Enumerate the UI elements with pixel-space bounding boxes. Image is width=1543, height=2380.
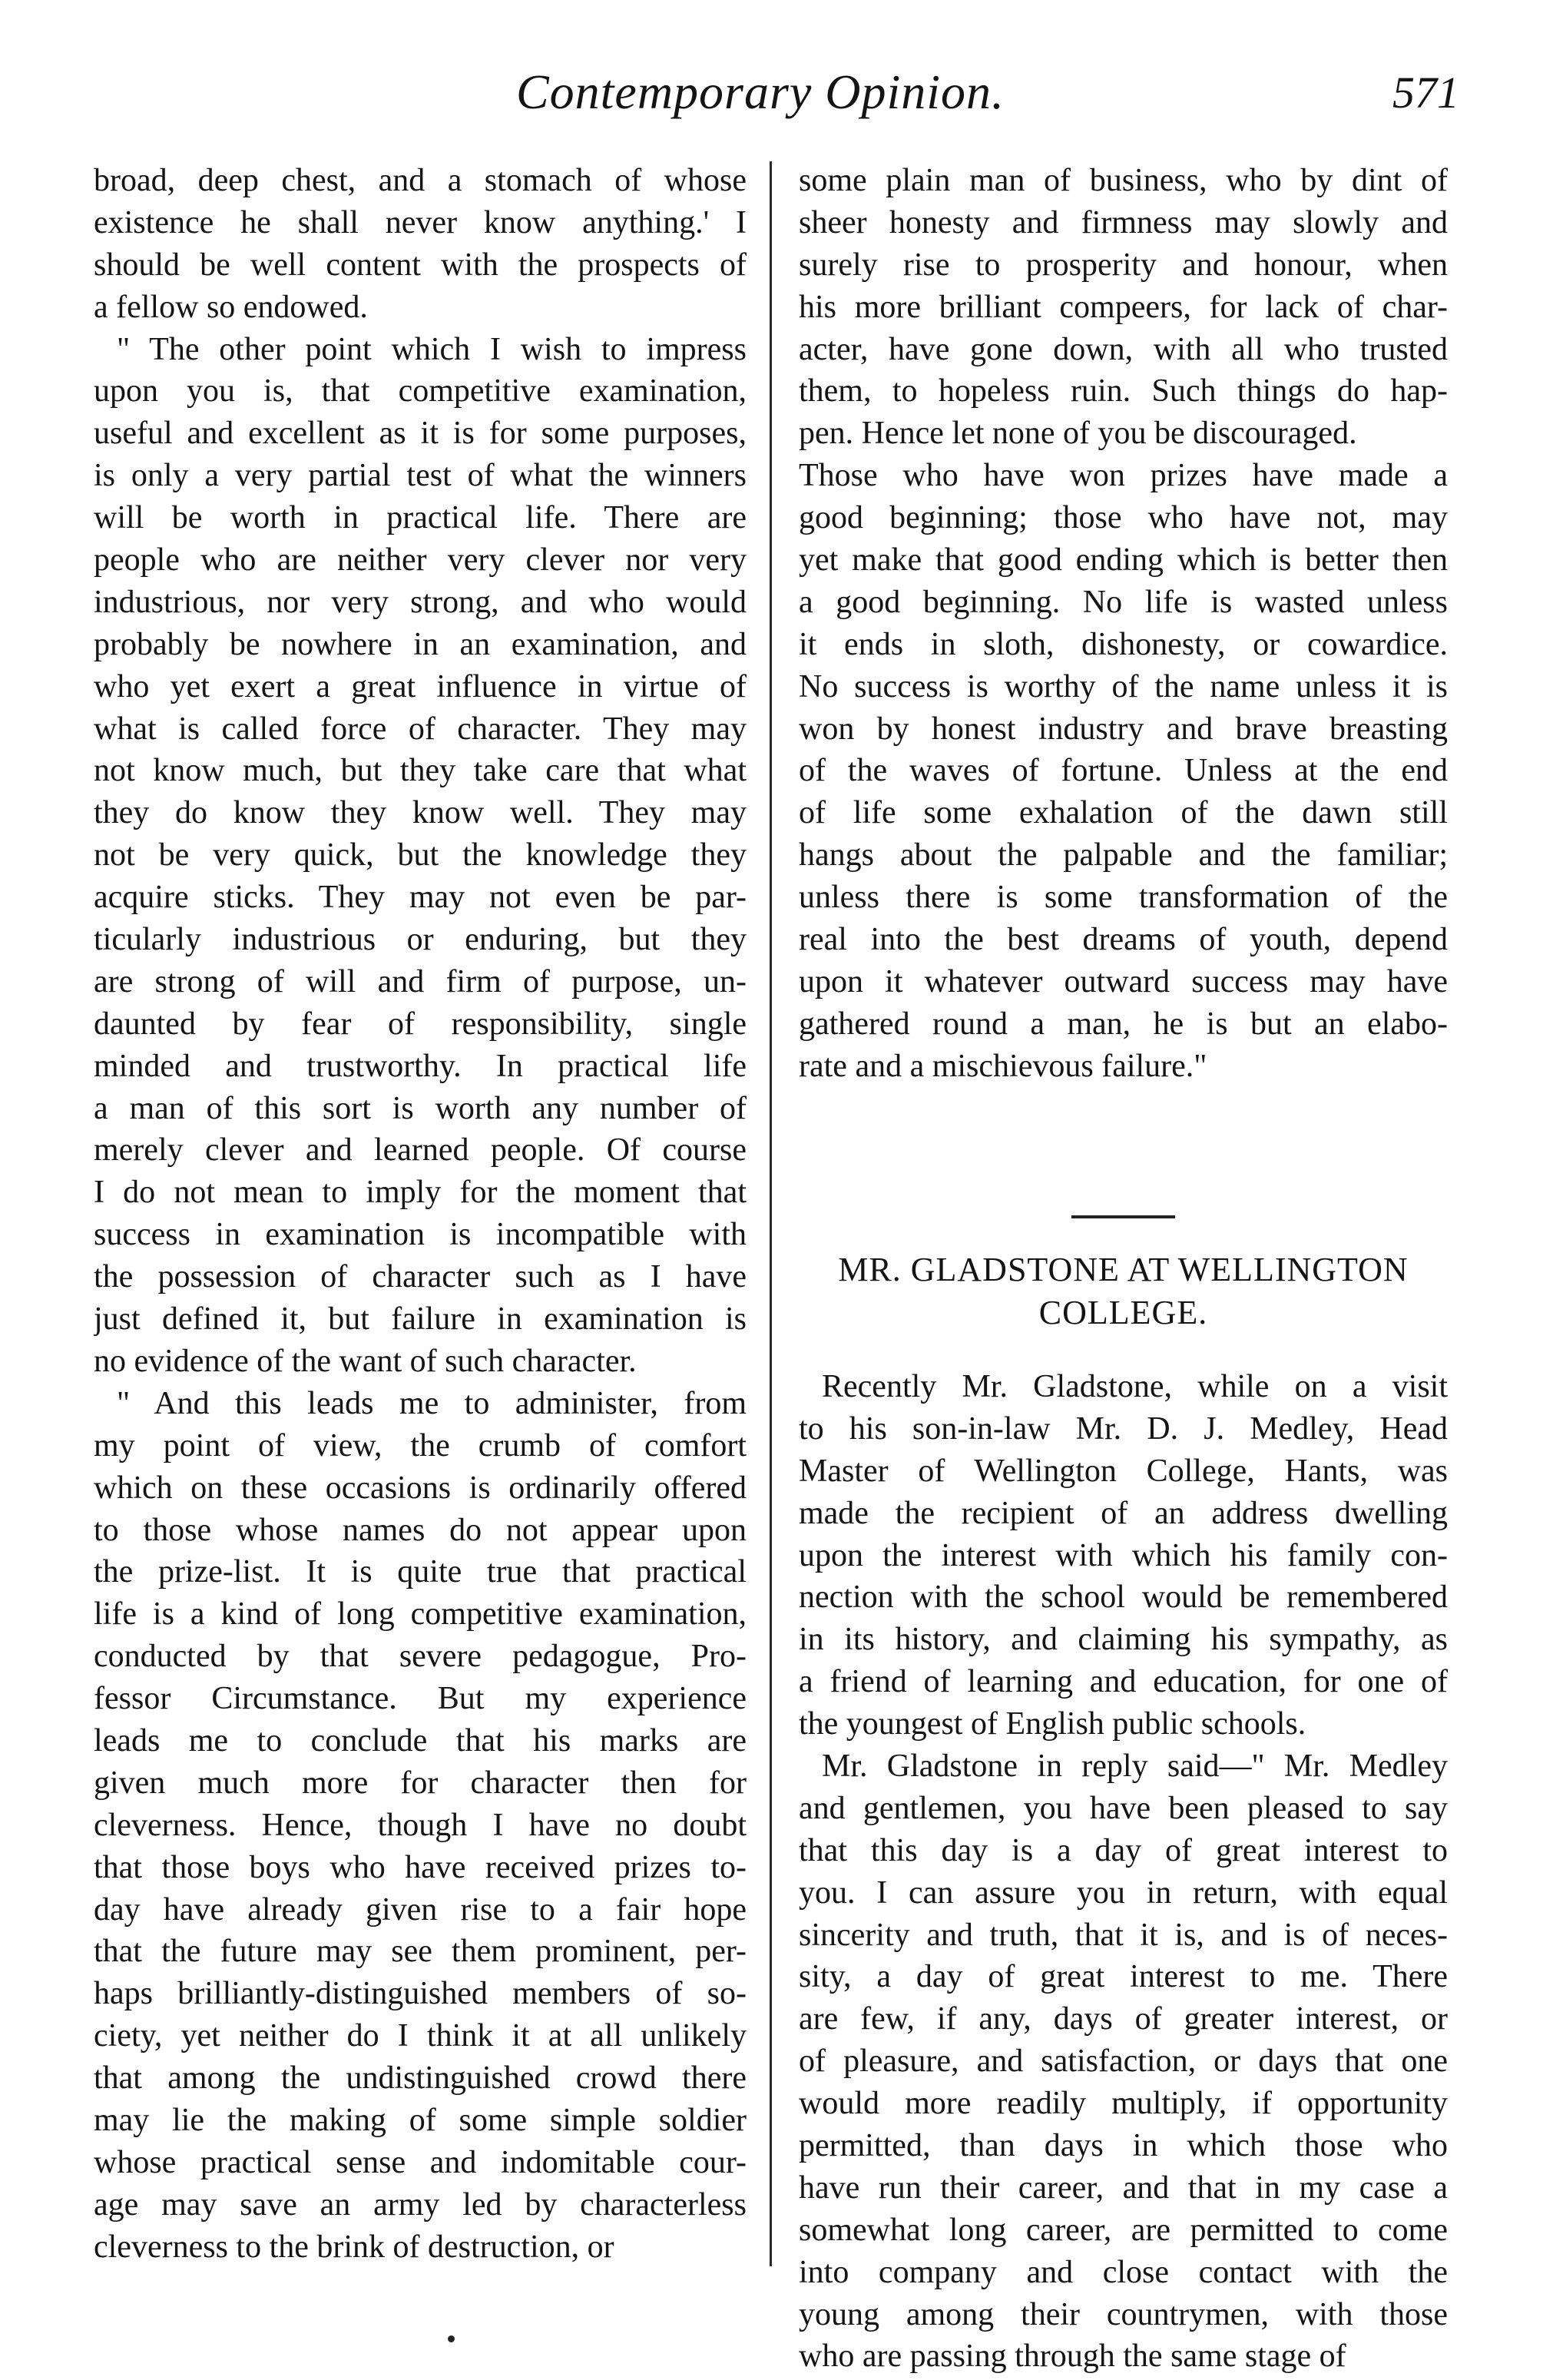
text-line: daunted by fear of responsibility, single [94, 1006, 747, 1042]
column-divider [770, 161, 772, 2266]
text-line: haps brilliantly-distinguished members of so- [94, 1976, 747, 2012]
text-line: should be well content with the prospects of [94, 247, 747, 283]
text-line: useful and excellent as it is for some purposes, [94, 416, 747, 452]
text-line: Those who have won prizes have made a [799, 458, 1448, 494]
text-line: who yet exert a great influence in virtue of [94, 668, 747, 704]
text-line: nection with the school would be remembered [799, 1579, 1448, 1616]
text-line: conducted by that severe pedagogue, Pro- [94, 1639, 747, 1675]
text-line: " And this leads me to administer, from [117, 1385, 747, 1421]
text-line: are strong of will and firm of purpose, un- [94, 963, 747, 999]
text-line: young among their countrymen, with those [799, 2296, 1448, 2332]
text-line: day have already given rise to a fair hope [94, 1891, 747, 1928]
text-line: upon you is, that competitive examination, [94, 373, 747, 409]
text-line: minded and trustworthy. In practical life [94, 1048, 747, 1084]
text-line: will be worth in practical life. There are [94, 500, 747, 536]
text-line: and gentlemen, you have been pleased to say [799, 1790, 1448, 1826]
text-line: the possession of character such as I have [94, 1259, 747, 1295]
text-line: a good beginning. No life is wasted unless [799, 584, 1448, 620]
right-column-lower [799, 1366, 1448, 2378]
text-line: leads me to conclude that his marks are [94, 1722, 747, 1758]
text-line: good beginning; those who have not, may [799, 500, 1448, 536]
text-line: upon the interest with which his family con- [799, 1537, 1448, 1573]
text-line: somewhat long career, are permitted to come [799, 2212, 1448, 2248]
text-line: that this day is a day of great interest to [799, 1832, 1448, 1868]
text-line: No success is worthy of the name unless it is [799, 668, 1448, 704]
text-line: no evidence of the want of such character. [94, 1343, 637, 1379]
text-line: a friend of learning and education, for one of [799, 1664, 1448, 1700]
text-line: it ends in sloth, dishonesty, or cowardice. [799, 626, 1448, 662]
text-line: to those whose names do not appear upon [94, 1512, 747, 1548]
text-line: that the future may see them prominent, per- [94, 1934, 747, 1970]
text-line: ciety, yet neither do I think it at all unlikely [94, 2018, 747, 2054]
text-line: would more readily multiply, if opportunity [799, 2086, 1448, 2122]
text-line: people who are neither very clever nor very [94, 542, 747, 578]
text-line: " The other point which I wish to impress [117, 331, 747, 367]
text-line: success in examination is incompatible with [94, 1217, 747, 1253]
text-line: have run their career, and that in my case a [799, 2170, 1448, 2206]
footer-mark [448, 2335, 455, 2342]
text-line: made the recipient of an address dwelling [799, 1495, 1448, 1531]
text-line: yet make that good ending which is better then [799, 542, 1448, 578]
text-line: pen. Hence let none of you be discouraged. [799, 416, 1357, 452]
text-line: of pleasure, and satisfaction, or days that one [799, 2044, 1448, 2080]
text-line: they do know they know well. They may [94, 795, 747, 831]
text-line: of the waves of fortune. Unless at the end [799, 753, 1448, 789]
text-line: broad, deep chest, and a stomach of whose [94, 163, 747, 198]
text-line: life is a kind of long competitive examination, [94, 1596, 747, 1633]
section-heading-line-2: COLLEGE. [1038, 1294, 1208, 1331]
text-line: acter, have gone down, with all who trusted [799, 331, 1448, 367]
text-line: Recently Mr. Gladstone, while on a visit [822, 1369, 1448, 1404]
text-line: whose practical sense and indomitable cour- [94, 2144, 747, 2180]
text-line: sity, a day of great interest to me. There [799, 1959, 1448, 1995]
section-heading [799, 1248, 1448, 1334]
section-separator-rule [1071, 1215, 1175, 1218]
text-line: fessor Circumstance. But my experience [94, 1681, 747, 1717]
text-line: may lie the making of some simple soldier [94, 2102, 747, 2138]
text-line: permitted, than days in which those who [799, 2128, 1448, 2164]
text-line: which on these occasions is ordinarily offered [94, 1470, 747, 1506]
text-line: surely rise to prosperity and honour, when [799, 247, 1448, 283]
text-line: in its history, and claiming his sympathy, as [799, 1622, 1448, 1658]
section-heading-line-1: MR. GLADSTONE AT WELLINGTON [838, 1251, 1409, 1288]
text-line: to his son-in-law Mr. D. J. Medley, Head [799, 1410, 1448, 1447]
text-line: into company and close contact with the [799, 2254, 1448, 2290]
text-line: not know much, but they take care that what [94, 753, 747, 789]
text-line: just defined it, but failure in examination is [94, 1301, 747, 1338]
text-line: is only a very partial test of what the winners [94, 458, 747, 494]
text-line: ticularly industrious or enduring, but they [94, 922, 747, 958]
text-line: existence he shall never know anything.' I [94, 204, 747, 240]
text-line: industrious, nor very strong, and who would [94, 584, 747, 620]
text-line: unless there is some transformation of the [799, 880, 1448, 916]
text-line: acquire sticks. They may not even be par- [94, 880, 747, 916]
text-line: not be very quick, but the knowledge they [94, 837, 747, 873]
text-line: them, to hopeless ruin. Such things do hap- [799, 373, 1448, 409]
text-line: that among the undistinguished crowd there [94, 2060, 747, 2097]
text-line: Mr. Gladstone in reply said—" Mr. Medley [822, 1749, 1448, 1785]
text-line: hangs about the palpable and the familiar; [799, 837, 1448, 873]
text-line: sheer honesty and firmness may slowly and [799, 204, 1448, 240]
text-line: a man of this sort is worth any number of [94, 1090, 747, 1126]
text-line: that those boys who have received prizes to- [94, 1849, 747, 1885]
text-line: sincerity and truth, that it is, and is of neces- [799, 1917, 1448, 1953]
text-line: won by honest industry and brave breasting [799, 711, 1448, 747]
text-line: probably be nowhere in an examination, and [94, 626, 747, 662]
page-number: 571 [1392, 68, 1459, 118]
text-line: you. I can assure you in return, with equal [799, 1874, 1448, 1911]
text-line: a fellow so endowed. [94, 289, 368, 325]
text-line: are few, if any, days of greater interest, or [799, 2001, 1448, 2037]
text-line: cleverness. Hence, though I have no doubt [94, 1807, 747, 1843]
text-line: some plain man of business, who by dint of [799, 163, 1448, 198]
text-line: gathered round a man, he is but an elabo- [799, 1006, 1448, 1042]
text-line: my point of view, the crumb of comfort [94, 1427, 747, 1463]
text-line: cleverness to the brink of destruction, or [94, 2229, 614, 2265]
right-column-upper [799, 160, 1448, 1088]
text-line: age may save an army led by characterless [94, 2186, 747, 2223]
running-title: Contemporary Opinion. [515, 65, 1005, 119]
text-line: Master of Wellington College, Hants, was [799, 1453, 1448, 1489]
left-column [94, 160, 747, 2269]
text-line: I do not mean to imply for the moment that [94, 1175, 747, 1211]
text-line: the youngest of English public schools. [799, 1706, 1306, 1742]
text-line: who are passing through the same stage of [799, 2339, 1346, 2375]
text-line: of life some exhalation of the dawn still [799, 795, 1448, 831]
text-line: his more brilliant compeers, for lack of char- [799, 289, 1448, 325]
text-line: merely clever and learned people. Of course [94, 1132, 747, 1168]
text-line: rate and a mischievous failure." [799, 1048, 1207, 1084]
text-line: given much more for character then for [94, 1765, 747, 1801]
text-line: upon it whatever outward success may have [799, 963, 1448, 999]
text-line: real into the best dreams of youth, depend [799, 922, 1448, 958]
text-line: the prize-list. It is quite true that practical [94, 1554, 747, 1590]
text-line: what is called force of character. They may [94, 711, 747, 747]
